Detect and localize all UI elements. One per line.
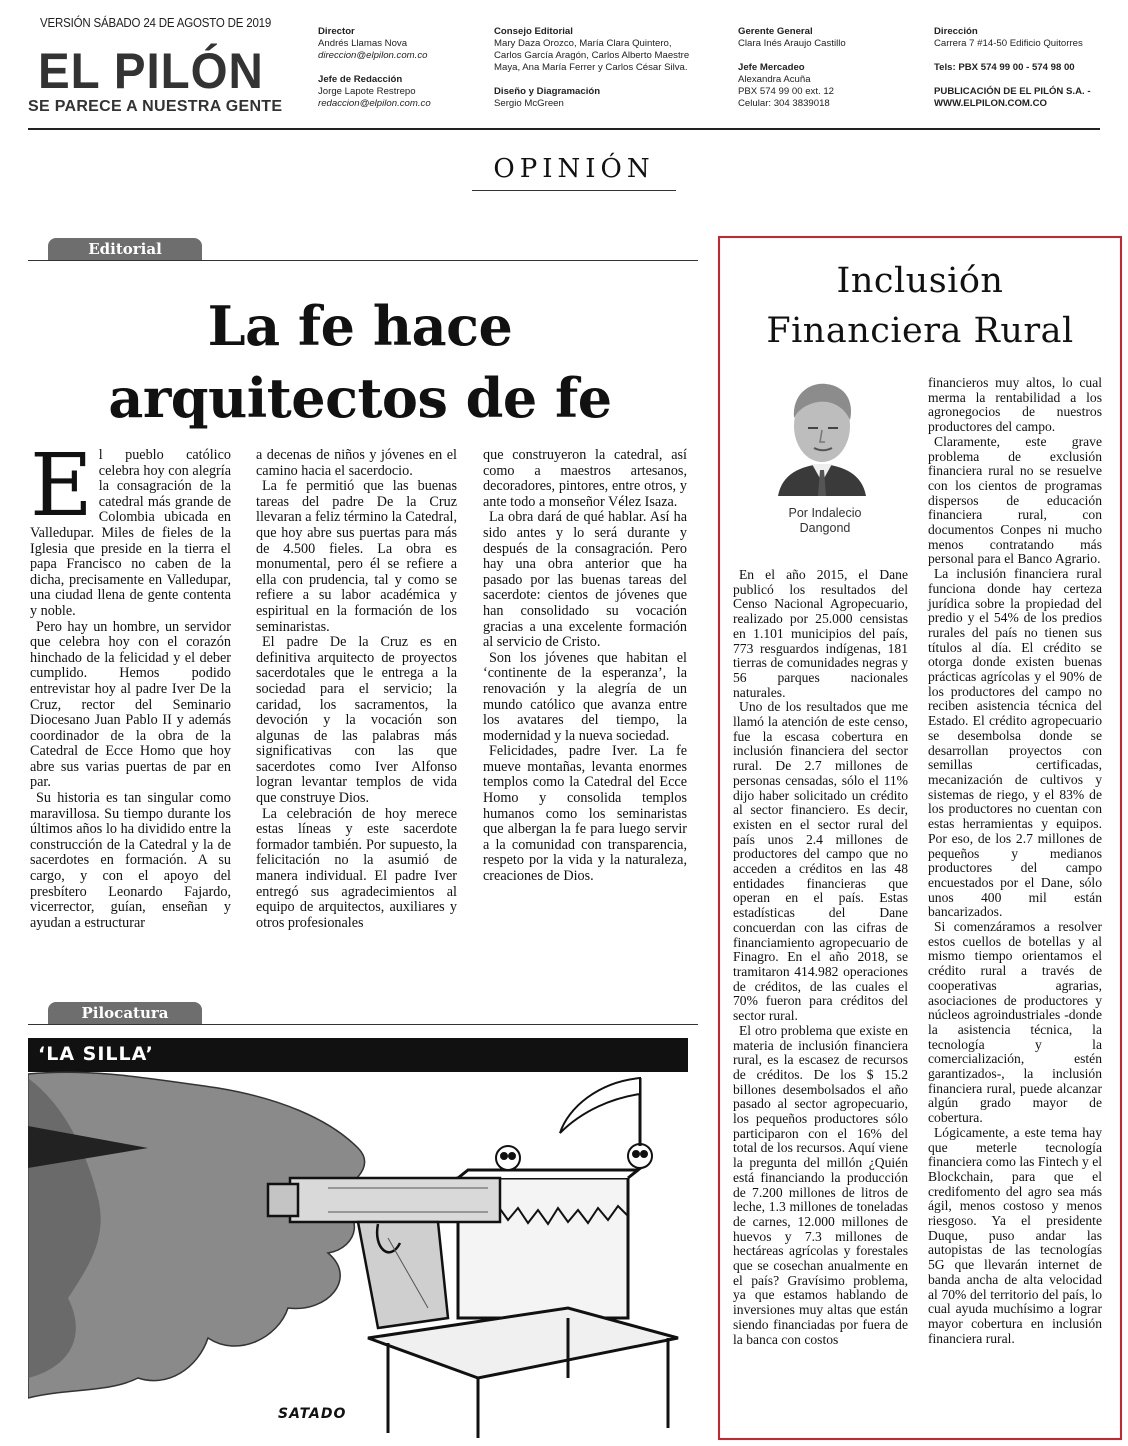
pilocatura-rule: [28, 1024, 698, 1025]
publicacion-website: WWW.ELPILON.COM.CO: [934, 98, 1047, 109]
direccion-title: Dirección: [934, 26, 978, 37]
staff-consejo: [494, 26, 714, 110]
director-title: Director: [318, 26, 355, 37]
consejo-line: Mary Daza Orozco, María Clara Quintero,: [494, 38, 672, 49]
headline-line-1: La fe hace: [207, 294, 513, 358]
newspaper-slogan: SE PARECE A NUESTRA GENTE: [28, 98, 283, 115]
mercadeo-cel: Celular: 304 3839018: [738, 98, 830, 109]
paragraph: El padre De la Cruz es en definitiva arquitecto de proyectos sacerdotales que le entrega a la sociedad para el servicio; la caridad, los sacramentos, la devoción y la vocación son algunas de las palabras más significativas con las que sacerdotes como Iver Alfonso logran levantar templos de vida que construye Dios.: [256, 634, 457, 807]
section-rule: [472, 190, 676, 191]
byline-line-2: Dangond: [799, 521, 851, 535]
paragraph: Claramente, este grave problema de exclusión financiera rural no se resuelve con los cientos de programas dispersos de educación financiera rural, con documentos Conpes ni mucho menos contratando más personal para el Banco Agrario.: [928, 433, 1102, 567]
direccion-tels: Tels: PBX 574 99 00 - 574 98 00: [934, 62, 1075, 73]
consejo-line: Maya, Ana María Ferrer y Carlos César Silva.: [494, 62, 688, 73]
paragraph: La obra dará de qué hablar. Así ha sido antes y lo será durante y después de la consagración. Pero hay una obra anterior que ha pasado por las buenas tareas del sacerdote: cientos de jóvenes que han consolidado su vocación gracias a una excelente formación al servicio de Cristo.: [483, 509, 687, 651]
paragraph: En el año 2015, el Dane publicó los resultados del Censo Nacional Agropecuario, realizado por 25.000 censistas en 1.101 municipios del país, 773 resguardos indígenas, 181 tierras de comunidades negras y 56 parques nacionales naturales.: [733, 567, 908, 700]
cartoon-drawing: [28, 1038, 688, 1440]
cartoonist-signature: SATADO: [278, 1406, 347, 1422]
publicacion-line: PUBLICACIÓN DE EL PILÓN S.A. -: [934, 86, 1091, 97]
editorial-rule: [28, 260, 698, 261]
paragraph: l pueblo católico celebra hoy con alegría la consagración de la catedral más grande de Colombia ubicada en Valledupar. Miles de fieles de la Iglesia que preside en la tierra el papa Francisco no caben de la dicha, precisamente en Valledupar, una ciudad llena de gente contenta y noble.: [30, 447, 231, 619]
column-text-right: [928, 376, 1102, 1346]
director-email: direccion@elpilon.com.co: [318, 50, 428, 61]
byline: [760, 506, 890, 536]
headline-line-2: arquitectos de fe: [108, 366, 612, 430]
paragraph: Su historia es tan singular como maravillosa. Su tiempo durante los últimos años lo ha dividido entre la construcción de la Catedral y la de sacerdotes en formación. A su cargo, y con el apoyo del presbítero Leonardo Fajardo, vicerrector, guían, enseñan y ayudan a estructurar: [30, 790, 231, 931]
consejo-title: Consejo Editorial: [494, 26, 573, 37]
gerente-title: Gerente General: [738, 26, 813, 37]
editorial-column-2: [256, 448, 457, 931]
director-name: Andrés Llamas Nova: [318, 38, 408, 49]
author-portrait-icon: [774, 378, 870, 496]
paragraph: La inclusión financiera rural funciona donde hay certeza jurídica sobre la propiedad del predio y el 54% de los predios rurales del país no tienen sus títulos al día. El crédito se otorga donde existen buenas prácticas agrícolas y el 90% de los productores del campo no reciben asistencia técnica del Estado. El crédito agropecuario se desembolsa donde se desarrollan proyectos con semillas certificadas, mecanización de cultivos y sistemas de riego, y el 83% de los productores no cuentan con estas herramientas y equipos. Por eso, de los 2.7 millones de pequeños y medianos productores del campo encuestados por el Dane, sólo unos 400 mil están bancarizados.: [928, 566, 1102, 920]
paragraph: que construyeron la catedral, así como a maestros artesanos, decoradores, pintores, entre otros, y ante todo a monseñor Vélez Isaza.: [483, 447, 687, 510]
staff-gerencia: [738, 26, 918, 110]
newspaper-logo: EL PILÓN: [38, 43, 264, 99]
editorial-tab: Editorial: [48, 238, 202, 260]
mercadeo-name: Alexandra Acuña: [738, 74, 811, 85]
paragraph: Felicidades, padre Iver. La fe mueve montañas, levanta enormes templos como la Catedral del Ecce Homo y consolida templos humanos como los seminaristas que albergan la fe para luego servir a la comunidad con transparencia, respeto por la vida y la naturaleza, creaciones de Dios.: [483, 743, 687, 885]
editorial-column-3: [483, 448, 687, 885]
staff-direccion: [934, 26, 1104, 110]
paragraph: Pero hay un hombre, un servidor que celebra hoy con el corazón hinchado de la felicidad y el deber cumplido. Hemos podido entrevistar hoy al padre Iver De la Cruz, rector del Seminario Diocesano Juan Pablo II y además coordinador de la obra de la Catedral de Ecce Homo que hoy abre sus varias puertas de par en par.: [30, 618, 231, 791]
edition-date: VERSIÓN SÁBADO 24 DE AGOSTO DE 2019: [40, 16, 272, 30]
masthead-rule: [28, 128, 1100, 130]
drop-cap: E: [30, 436, 93, 536]
byline-line-1: Por Indalecio: [788, 506, 862, 520]
diseno-name: Sergio McGreen: [494, 98, 564, 109]
paragraph: a decenas de niños y jóvenes en el camino hacia el sacerdocio.: [256, 447, 457, 479]
jefe-redaccion-name: Jorge Lapote Restrepo: [318, 86, 416, 97]
author-photo: [774, 378, 870, 496]
paragraph: La celebración de hoy merece estas líneas y este sacerdote formador también. Por supuesto, la felicitación no la asumió de manera individual. El padre Iver entregó sus agradecimientos al equipo de arquitectos, auxiliares y otros profesionales: [256, 805, 457, 931]
section-title: OPINIÓN: [493, 154, 655, 184]
paragraph: financieros muy altos, lo cual merma la rentabilidad a los agronegocios de nuestros productores del campo.: [928, 375, 1102, 435]
gerente-name: Clara Inés Araujo Castillo: [738, 38, 846, 49]
jefe-redaccion-email: redaccion@elpilon.com.co: [318, 98, 431, 109]
column-title-line-2: Financiera Rural: [766, 311, 1074, 351]
paragraph: El otro problema que existe en materia de inclusión financiera rural, es la escasez de recursos de créditos. De los $ 15.2 billones desembolsados el año pasado al sector agropecuario, los pequeños productores sólo participaron con el 16% del total de los recursos. Aquí viene la pregunta del millón ¿Quién está financiando la producción de 7.200 millones de litros de leche, 1.3 millones de toneladas de carnes, 12.000 millones de huevos y 7.3 millones de hectáreas agrícolas y forestales que se cosechan anualmente en el país? Gravísimo problema, ya que estamos hablando de inversiones muy altas que están siendo financiadas por fuera de la banca con costos: [733, 1022, 908, 1347]
mercadeo-pbx: PBX 574 99 00 ext. 12: [738, 86, 835, 97]
consejo-line: Carlos García Aragón, Carlos Alberto Maestre: [494, 50, 690, 61]
jefe-redaccion-title: Jefe de Redacción: [318, 74, 403, 85]
paragraph: Uno de los resultados que me llamó la atención de este censo, fue la escasa cobertura en inclusión financiera del sector rural. De 2.7 millones de personas censadas, sólo el 11% dijo haber solicitado un crédito al sector financiero. Es decir, existen en el sector rural del país unos 2.4 millones de productores del campo que no acceden a créditos en las 48 entidades financieras que operan en el país. Estas estadísticas del Dane concuerdan con las cifras de financiamiento agropecuario de Finagro. En el año 2018, se tramitaron 414.982 operaciones de créditos, de las cuales el 70% fueron para créditos del sector rural.: [733, 699, 908, 1024]
paragraph: La fe permitió que las buenas tareas del padre De la Cruz llevaran a feliz término la Catedral, que hoy abre sus puertas para más de 4.500 fieles. La obra es monumental, pero él se refiere a ella con prudencia, tal y como se refiere a su labor académica y espiritual en la formación de los seminaristas.: [256, 478, 457, 635]
editorial-column-1: [30, 436, 231, 931]
cartoon-title: ‘LA SILLA’: [38, 1043, 154, 1065]
paragraph: Son los jóvenes que habitan el ‘continente de la esperanza’, la renovación y la alegría de un mundo católico que avanza entre los avatares del tiempo, la modernidad y la nueva sociedad.: [483, 649, 687, 744]
editorial-headline: [60, 290, 660, 434]
staff-director: [318, 26, 478, 110]
direccion-address: Carrera 7 #14-50 Edificio Quitorres: [934, 38, 1083, 49]
mercadeo-title: Jefe Mercadeo: [738, 62, 805, 73]
paragraph: Lógicamente, a este tema hay que meterle tecnología financiera como las Fintech y el Blockchain, para que el credifomento del agro sea más ágil, menos costoso y menos riesgoso. Ya el presidente Duque, puso andar las autopistas de las tecnologías 5G que llevarán internet de banda ancha de alta velocidad al 70% del territorio del país, lo cual ayuda muchísimo a lograr mayor cobertura en inclusión financiera rural.: [928, 1124, 1103, 1346]
column-text-left: [733, 568, 908, 1347]
pilocatura-tab: Pilocatura: [48, 1002, 202, 1024]
column-title: [720, 256, 1120, 356]
diseno-title: Diseño y Diagramación: [494, 86, 601, 97]
cartoon-image: [28, 1038, 688, 1440]
paragraph: Si comenzáramos a resolver estos cuellos de botellas y al mismo tiempo orientamos el crédito rural a través de cooperativas agrarias, asociaciones de productores y núcleos agroindustriales -donde la asistencia técnica, la tecnología y la comercialización, estén garantizados-, la inclusión financiera rural, puede alcanzar algún grado mayor de cobertura.: [928, 919, 1102, 1126]
column-title-line-1: Inclusión: [836, 261, 1004, 301]
